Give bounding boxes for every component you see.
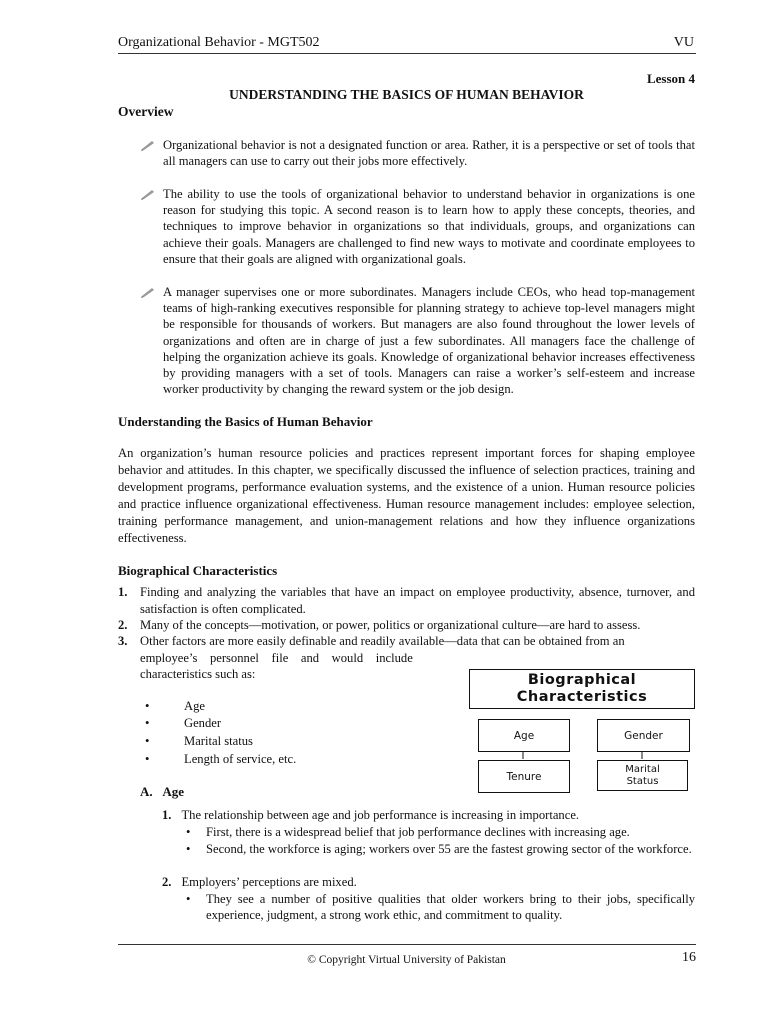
biographical-heading: Biographical Characteristics bbox=[118, 563, 278, 578]
age-point: 2. Employers’ perceptions are mixed. bbox=[162, 875, 357, 889]
diagram-title-line: Biographical bbox=[527, 672, 637, 688]
item-text: Finding and analyzing the variables that have an impact on employee productivity, absence, turnover, and satisfaction is often complicated. bbox=[140, 585, 695, 616]
numbered-item bbox=[118, 584, 695, 617]
diagram-title-line: Characteristics bbox=[516, 689, 648, 705]
institution-label: VU bbox=[673, 35, 694, 50]
diagram-title-box bbox=[469, 669, 695, 709]
item-text: Many of the concepts—motivation, or power, politics or organizational culture—are hard to assess. bbox=[140, 618, 641, 632]
item-number: 2. bbox=[118, 618, 128, 632]
page-title: UNDERSTANDING THE BASICS OF HUMAN BEHAVIOR bbox=[229, 87, 584, 102]
biographical-diagram bbox=[469, 669, 695, 797]
item-text: employee’s personnel file and would include bbox=[140, 650, 413, 665]
pencil-bullet-icon bbox=[140, 188, 156, 200]
age-subpoint: • Second, the workforce is aging; workers over 55 are the fastest growing sector of the workforce. bbox=[186, 842, 692, 856]
item-number: 3. bbox=[118, 634, 128, 648]
overview-heading: Overview bbox=[118, 104, 174, 119]
age-subpoint: • First, there is a widespread belief that job performance declines with increasing age. bbox=[186, 825, 630, 839]
overview-bullet: A manager supervises one or more subordinates. Managers include CEOs, who head top-management teams of high-ranking executives responsible for planning strategy to achieve top-level managers might be responsible for thousands of workers. But managers are also found throughout the lower levels of organizations and often are in charge of just a few subordinates. All managers face the challenge of helping the organization achieve its goals. Knowledge of organizational behavior increases effectiveness by providing managers with a set of tools. Managers can raise a worker’s self-esteem and increase worker productivity by changing the reward system or the job design. bbox=[140, 284, 695, 397]
item-text: characteristics such as: bbox=[140, 667, 256, 681]
course-title: Organizational Behavior - MGT502 bbox=[118, 35, 320, 50]
overview-bullet: The ability to use the tools of organizational behavior to understand behavior in organizations is one reason for studying this topic. A second reason is to learn how to apply these concepts, theories, and techniques to improve behavior in organizations so that individuals, groups, and organizations can achieve their goals. Managers are challenged to find new ways to motivate and coordinate employees to ensure that their goals are aligned with organizational goals. bbox=[140, 186, 695, 267]
lesson-number: Lesson 4 bbox=[646, 71, 695, 86]
age-subheading: A. Age bbox=[140, 784, 185, 799]
basics-paragraph: An organization’s human resource policies and practices represent important forces for shaping employee behavior and attitudes. In this chapter, we specifically discussed the influence of selection practices, training and development programs, performance evaluation systems, and the existence of a union. Human resource policies and practice influence organizational effectiveness. Human resource management includes: employee selection, training performance management, and union-management relations and how they influence organizations effectiveness. bbox=[118, 446, 695, 545]
header-rule bbox=[118, 53, 696, 54]
basics-heading: Understanding the Basics of Human Behavior bbox=[118, 414, 373, 429]
diagram-box-age: Age bbox=[478, 719, 570, 752]
pencil-bullet-icon bbox=[140, 286, 156, 298]
page-number: 16 bbox=[682, 950, 696, 965]
age-subpoint: • They see a number of positive qualities that older workers bring to their jobs, specifically experience, judgment, a strong work ethic, and commitment to quality. bbox=[186, 892, 695, 922]
overview-bullet: Organizational behavior is not a designated function or area. Rather, it is a perspective or set of tools that all managers can use to carry out their jobs more effectively. bbox=[140, 137, 695, 169]
pencil-bullet-icon bbox=[140, 139, 156, 151]
item-text: Other factors are more easily definable and readily available—data that can be obtained from an bbox=[140, 634, 625, 648]
diagram-box-marital-status: Marital Status bbox=[597, 760, 688, 791]
diagram-box-tenure: Tenure bbox=[478, 760, 570, 793]
age-point: 1. The relationship between age and job performance is increasing in importance. bbox=[162, 808, 580, 822]
footer-rule bbox=[118, 944, 696, 945]
numbered-item bbox=[118, 617, 695, 634]
diagram-box-gender: Gender bbox=[597, 719, 690, 752]
item-number: 1. bbox=[118, 585, 128, 599]
copyright-text: © Copyright Virtual University of Pakistan bbox=[307, 954, 506, 966]
